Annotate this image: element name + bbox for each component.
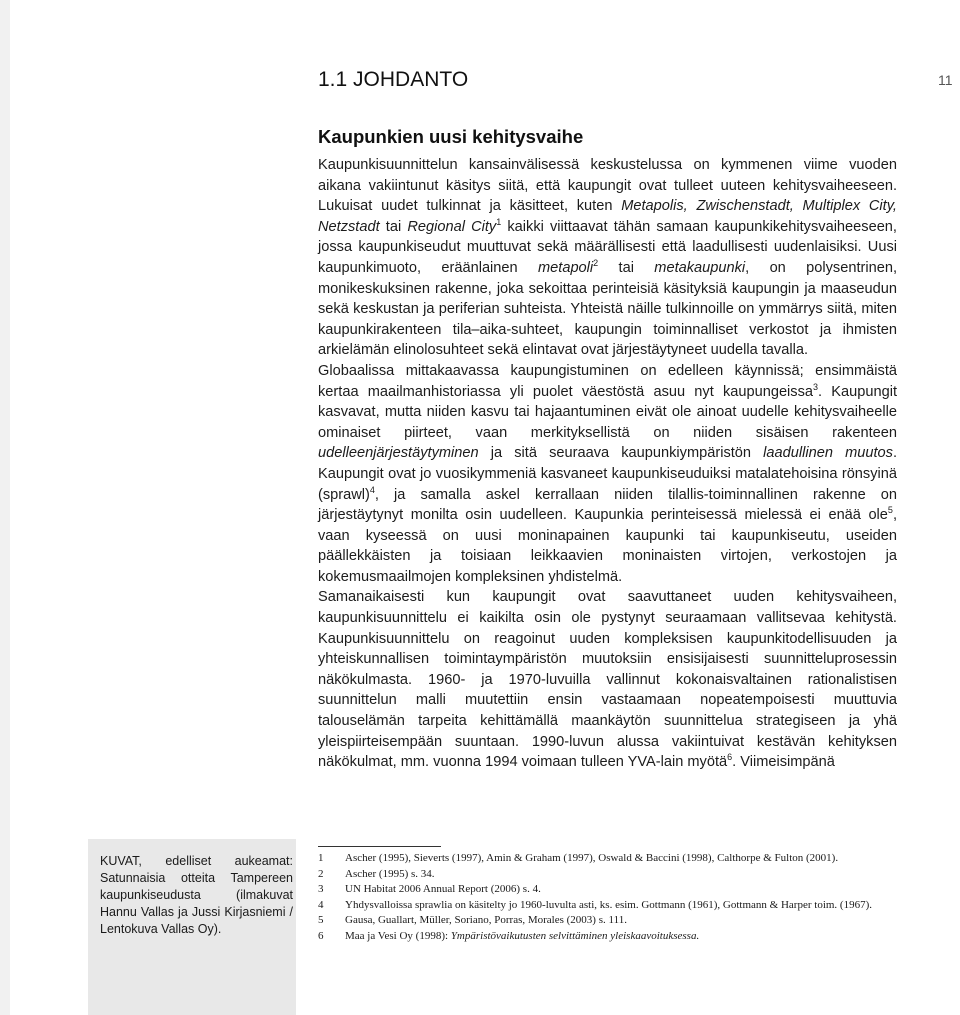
paragraph-1: Kaupunkisuunnittelun kansainvälisessä keskustelussa on kymmenen viime vuoden aikana vakiintunut käsitys siitä, että kaupungit ovat tulleet uuteen kehitysvaiheeseen. Lukuisat uudet tulkinnat ja käsitteet, kuten Metapolis, Zwischenstadt, Multiplex City, Netzstadt tai Regional City$^1$ kaikki viittaavat tähän samaan kaupunkikehitysvaiheeseen, jossa kaupunkiseudut muuttuvat sekä määrällisesti että laadullisesti uudenlaisiksi. Uusi kaupunkimuoto, eräänlainen metapoli$^2$ tai metakaupunki, on polysentrinen, monikeskuksinen rakenne, joka sekoittaa perinteisiä käsityksiä kaupungin ja maaseudun sekä keskustan ja periferian suhteista. Yhteistä näille tulkinnoille on ymmärrys siitä, miten kaupunkirakenteen tila–aika-suhteet, kaupungin toiminnalliset verkostot ja ihmisten arkielämän elinolosuhteet sekä elintavat ovat järjestäytyneet uudella tavalla. <box>318 157 898 359</box>
footnote-number: 1 <box>318 852 324 864</box>
footnote-text: Yhdysvalloissa sprawlia on käsitelty jo 1960-luvulta asti, ks. esim. Gottmann (1961), Gottmann & Harper toim. (1967). <box>345 898 873 911</box>
footnote-number: 5 <box>318 914 324 926</box>
chapter-title: 1.1 JOHDANTO <box>318 68 469 91</box>
footnote-item <box>318 929 900 945</box>
footnote-text: Maa ja Vesi Oy (1998): Ympäristövaikutusten selvittäminen yleiskaavoituksessa. <box>345 929 700 942</box>
section-heading: Kaupunkien uusi kehitysvaihe <box>318 126 584 147</box>
image-caption: KUVAT, edelliset aukeamat: Satunnaisia otteita Tampereen kaupunkiseudusta (ilmakuvat Hannu Vallas ja Jussi Kirjasniemi / Lentokuva Vallas Oy). <box>100 854 293 936</box>
footnotes <box>318 851 900 944</box>
paragraph-2: Globaalissa mittakaavassa kaupungistuminen on edelleen käynnissä; ensimmäistä kertaa maailmanhistoriassa yli puolet väestöstä asuu nyt kaupungeissa$^3$. Kaupungit kasvavat, mutta niiden kasvu tai hajaantuminen eivät ole ainoat uudelle kehitysvaiheelle ominaiset piirteet, vaan merkityksellistä on niiden sisäisen rakenteen udelleenjärjestäytyminen ja sitä seuraava kaupunkiympäristön laadullinen muutos. Kaupungit ovat jo vuosikymmeniä kasvaneet kaupunkiseuduiksi matalatehoisina rönsyinä (sprawl)$^4$, ja samalla askel kerrallaan niiden tilallis-toiminnallinen rakenne on järjestäytynyt monilta osin uudelleen. Kaupunkia perinteisessä mielessä ei enää ole$^5$, vaan kyseessä on uusi moninapainen kaupunki tai kaupunkiseutu, useiden päällekkäisten ja toisiaan leikkaavien moninaisten virtojen, verkostojen ja kokemusmaailmojen kompleksinen yhdistelmä. <box>318 362 898 585</box>
footnote-ref-4: 4 <box>369 484 375 495</box>
footnote-item <box>318 851 900 867</box>
footnote-ref-2: 2 <box>593 258 599 269</box>
footnote-number: 4 <box>318 898 324 911</box>
page-margin-strip <box>0 0 10 1015</box>
footnote-text: Ascher (1995), Sieverts (1997), Amin & Graham (1997), Oswald & Baccini (1998), Calthorpe & Fulton (2001). <box>345 852 839 864</box>
footnote-item <box>318 898 900 914</box>
footnote-number: 2 <box>318 867 324 880</box>
body-text <box>318 155 897 773</box>
footnote-number: 3 <box>318 883 324 895</box>
footnote-divider <box>318 846 441 847</box>
footnote-text: Gausa, Guallart, Müller, Soriano, Porras, Morales (2003) s. 111. <box>345 914 627 926</box>
footnote-text: UN Habitat 2006 Annual Report (2006) s. 4. <box>345 883 541 895</box>
page-number: 11 <box>938 72 953 88</box>
footnote-number: 6 <box>318 929 324 942</box>
footnote-item <box>318 913 900 929</box>
footnote-item <box>318 882 900 898</box>
footnote-ref-3: 3 <box>813 381 819 392</box>
footnote-ref-5: 5 <box>887 505 893 516</box>
footnote-ref-6: 6 <box>727 752 733 763</box>
footnote-item <box>318 867 900 883</box>
paragraph-3: Samanaikaisesti kun kaupungit ovat saavuttaneet uuden kehitysvaiheen, kaupunkisuunnittelu ei kaikilta osin ole pystynyt seuraamaan vallitsevaa kehitystä. Kaupunkisuunnittelu on reagoinut uuden kompleksisen kaupunkitodellisuuden ja yhteiskunnallisen toimintaympäristön muutoksiin ensisijaisesti suunnitteluprosessin näkökulmasta. 1960- ja 1970-luvuilla vallinnut kokonaisvaltainen rationalistisen suunnittelun malli muutettiin ensin vastaamaan nopeatempoisesti muuttuvia talouselämän tarpeita kehittämällä maankäytön suunnittelua strategiseen ja yhä yleispiirteisempään suuntaan. 1990-luvun alussa vakiintuivat kestävän kehityksen näkökulmat, mm. vuonna 1994 voimaan tulleen YVA-lain myötä$^6$. Viimeisimpänä <box>318 589 897 771</box>
footnote-text: Ascher (1995) s. 34. <box>345 867 435 880</box>
footnote-ref-1: 1 <box>496 216 502 227</box>
